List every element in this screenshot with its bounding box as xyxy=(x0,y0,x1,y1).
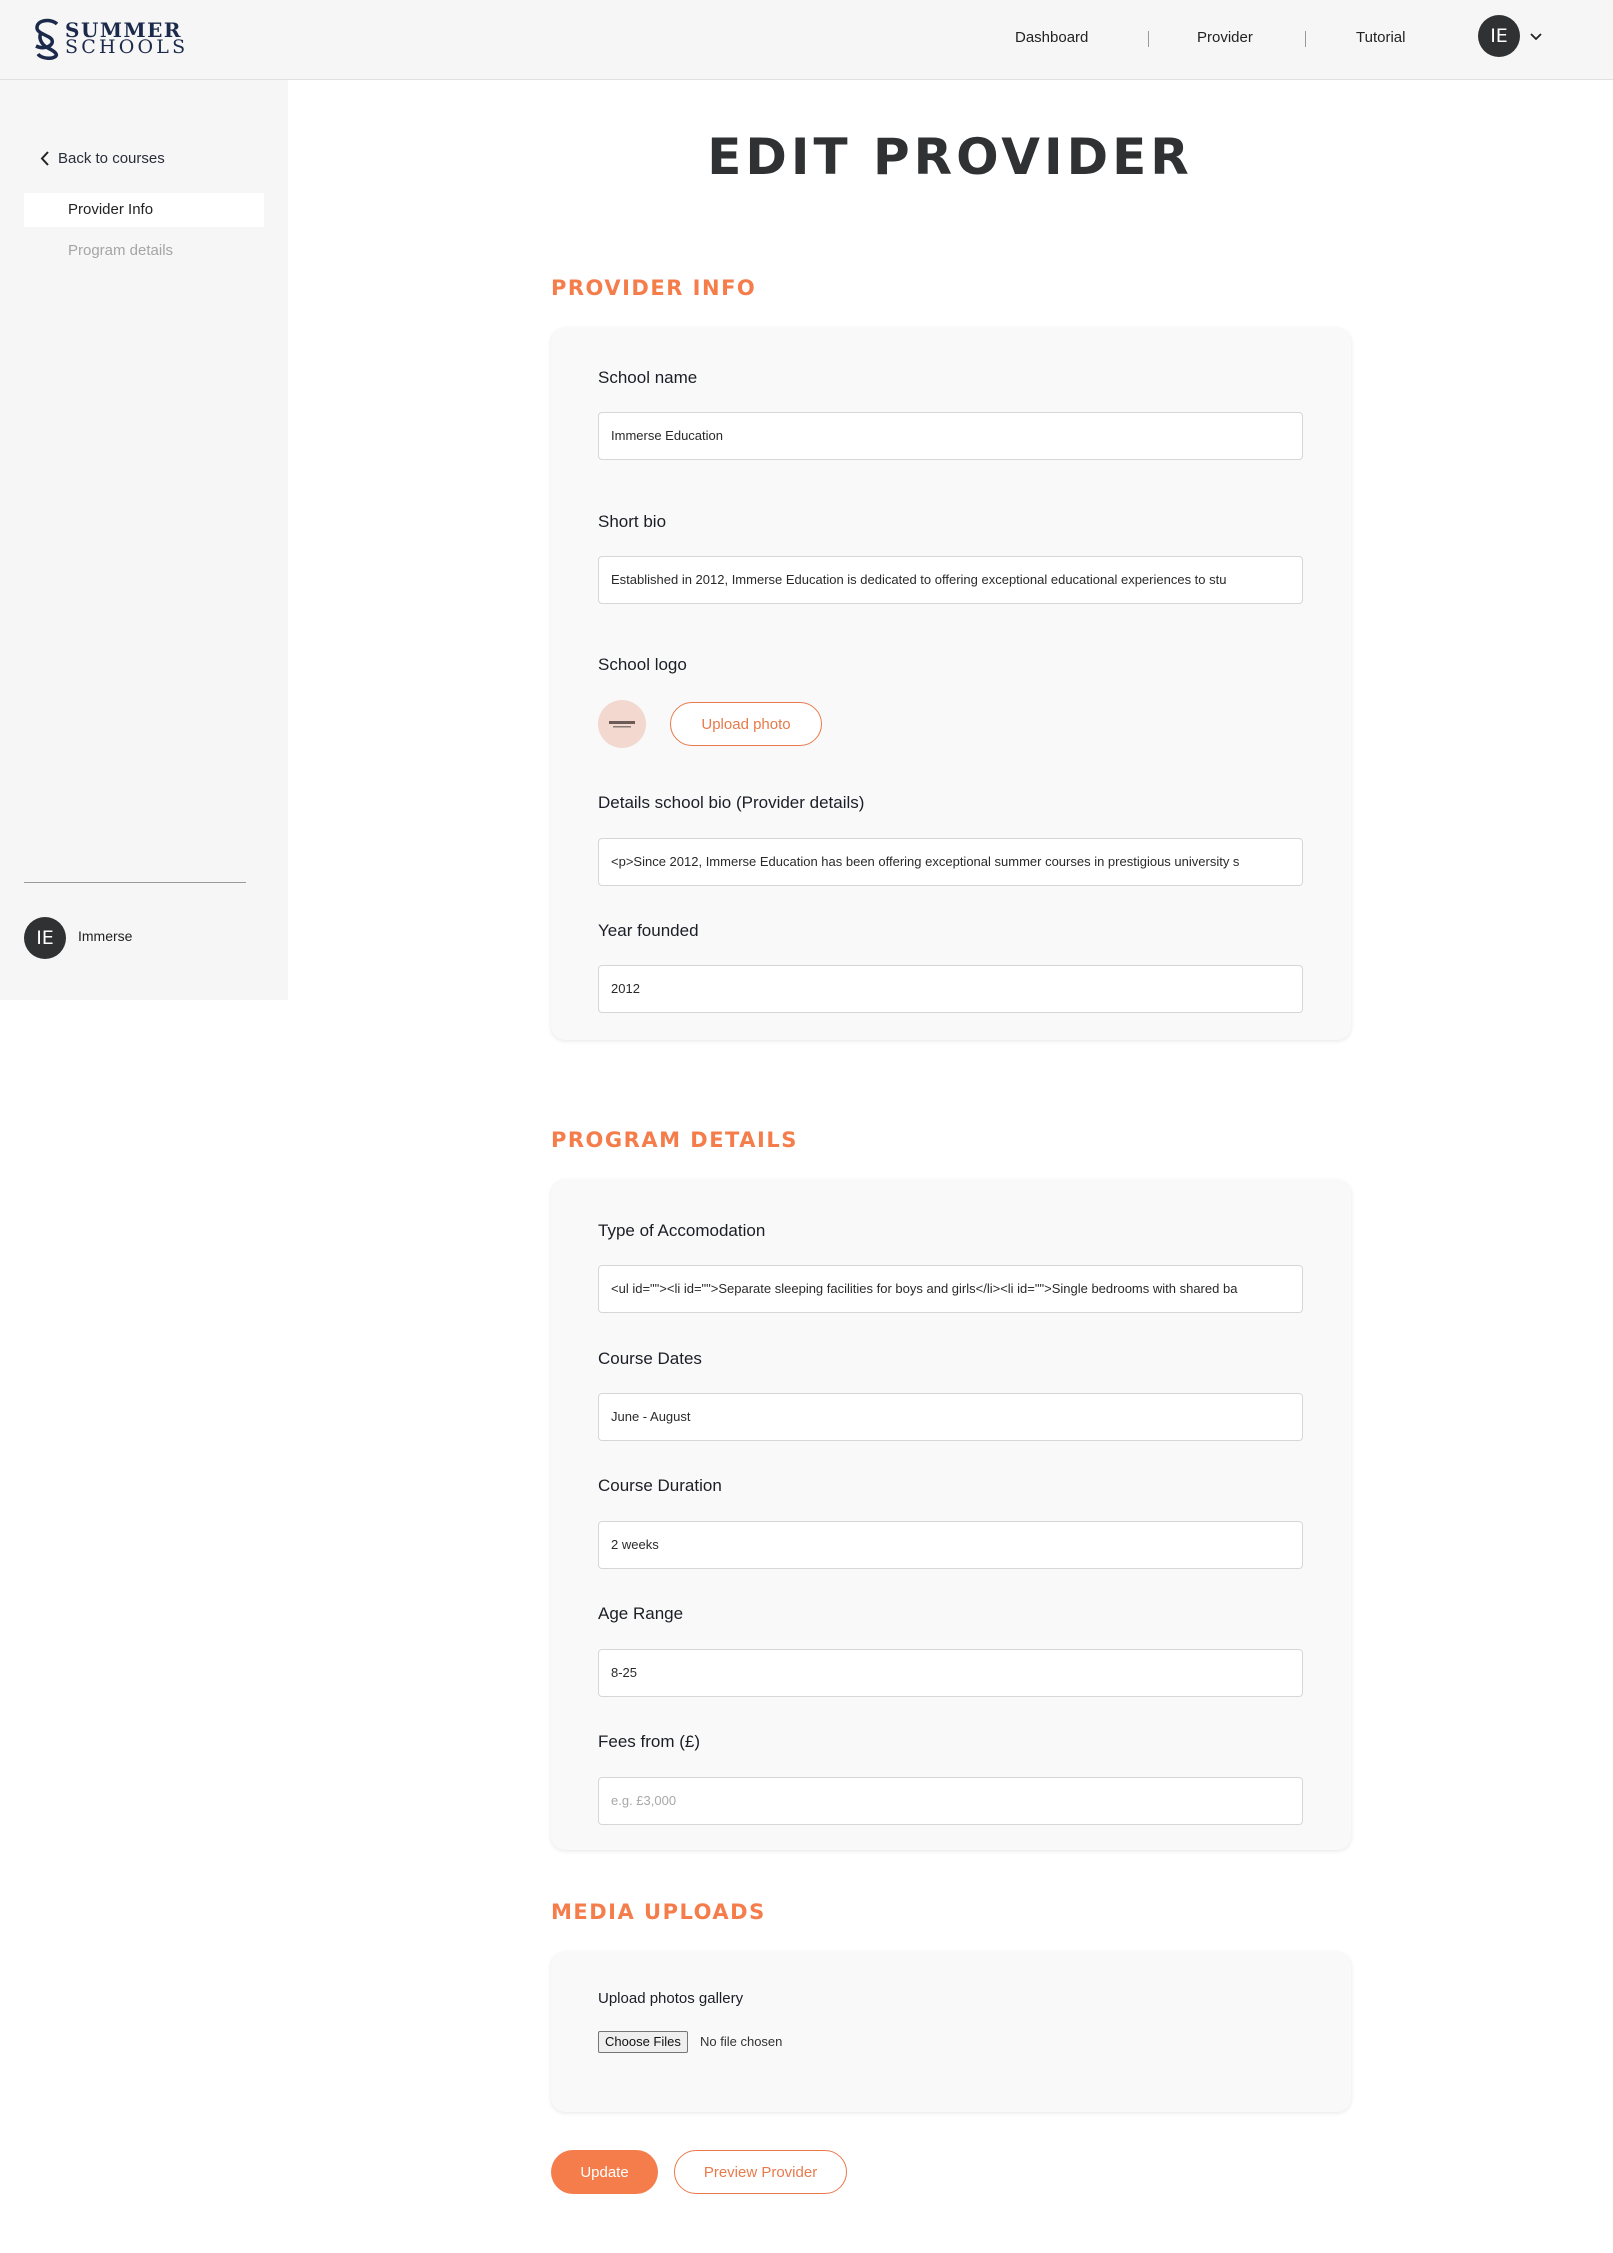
short-bio-input[interactable]: Established in 2012, Immerse Education is dedicated to offering exceptional educational experiences to stu xyxy=(598,556,1303,604)
logo-mark-icon xyxy=(30,18,64,60)
course-duration-label: Course Duration xyxy=(598,1476,722,1495)
school-logo-label: School logo xyxy=(598,655,687,674)
section-title-media-uploads: MEDIA UPLOADS xyxy=(551,1900,766,1924)
nav-dashboard[interactable]: Dashboard xyxy=(1015,29,1089,46)
sidebar-item-program-details[interactable]: Program details xyxy=(68,242,174,259)
nav-tutorial[interactable]: Tutorial xyxy=(1356,29,1406,46)
age-range-input[interactable]: 8-25 xyxy=(598,1649,1303,1697)
school-logo-thumbnail xyxy=(598,700,646,748)
summer-schools-logo[interactable] xyxy=(30,18,190,60)
fees-label: Fees from (£) xyxy=(598,1732,701,1751)
sidebar-user-name: Immerse xyxy=(78,928,133,944)
chevron-down-icon[interactable] xyxy=(1530,33,1542,41)
nav-provider[interactable]: Provider xyxy=(1197,29,1253,46)
upload-photo-button[interactable]: Upload photo xyxy=(670,702,822,746)
year-founded-input[interactable]: 2012 xyxy=(598,965,1303,1013)
section-title-program-details: PROGRAM DETAILS xyxy=(551,1128,798,1152)
brand-line-2: SCHOOLS xyxy=(65,36,189,58)
sidebar-user-avatar[interactable]: IE xyxy=(24,917,66,959)
brand-line-1: SUMMER xyxy=(65,18,183,42)
accommodation-input[interactable]: <ul id=""><li id="">Separate sleeping facilities for boys and girls</li><li id="">Single bedrooms with shared ba xyxy=(598,1265,1303,1313)
file-status-text: No file chosen xyxy=(700,2034,783,2049)
update-button[interactable]: Update xyxy=(551,2150,658,2194)
year-founded-label: Year founded xyxy=(598,921,699,940)
top-header xyxy=(0,0,1613,80)
school-name-input[interactable]: Immerse Education xyxy=(598,412,1303,460)
sidebar-item-provider-info[interactable]: Provider Info xyxy=(24,193,264,227)
school-logo-image-icon xyxy=(607,718,637,730)
back-to-courses-label: Back to courses xyxy=(58,150,165,167)
details-bio-label: Details school bio (Provider details) xyxy=(598,793,865,812)
header-avatar[interactable]: IE xyxy=(1478,15,1520,57)
gallery-label: Upload photos gallery xyxy=(598,1990,744,2007)
details-bio-input[interactable]: <p>Since 2012, Immerse Education has been offering exceptional summer courses in prestigious university s xyxy=(598,838,1303,886)
nav-divider xyxy=(1305,31,1306,47)
nav-divider xyxy=(1148,31,1149,47)
chevron-left-icon xyxy=(40,151,49,166)
course-dates-input[interactable]: June - August xyxy=(598,1393,1303,1441)
accommodation-label: Type of Accomodation xyxy=(598,1221,766,1240)
sidebar-divider xyxy=(24,882,246,883)
course-duration-input[interactable]: 2 weeks xyxy=(598,1521,1303,1569)
course-dates-label: Course Dates xyxy=(598,1349,702,1368)
short-bio-label: Short bio xyxy=(598,512,667,531)
school-name-label: School name xyxy=(598,368,698,387)
choose-files-button[interactable]: Choose Files xyxy=(598,2031,688,2053)
back-to-courses-link[interactable] xyxy=(40,150,165,167)
age-range-label: Age Range xyxy=(598,1604,684,1623)
preview-provider-button[interactable]: Preview Provider xyxy=(674,2150,847,2194)
fees-input[interactable]: e.g. £3,000 xyxy=(598,1777,1303,1825)
page-title: EDIT PROVIDER xyxy=(707,128,1193,186)
section-title-provider-info: PROVIDER INFO xyxy=(551,276,757,300)
